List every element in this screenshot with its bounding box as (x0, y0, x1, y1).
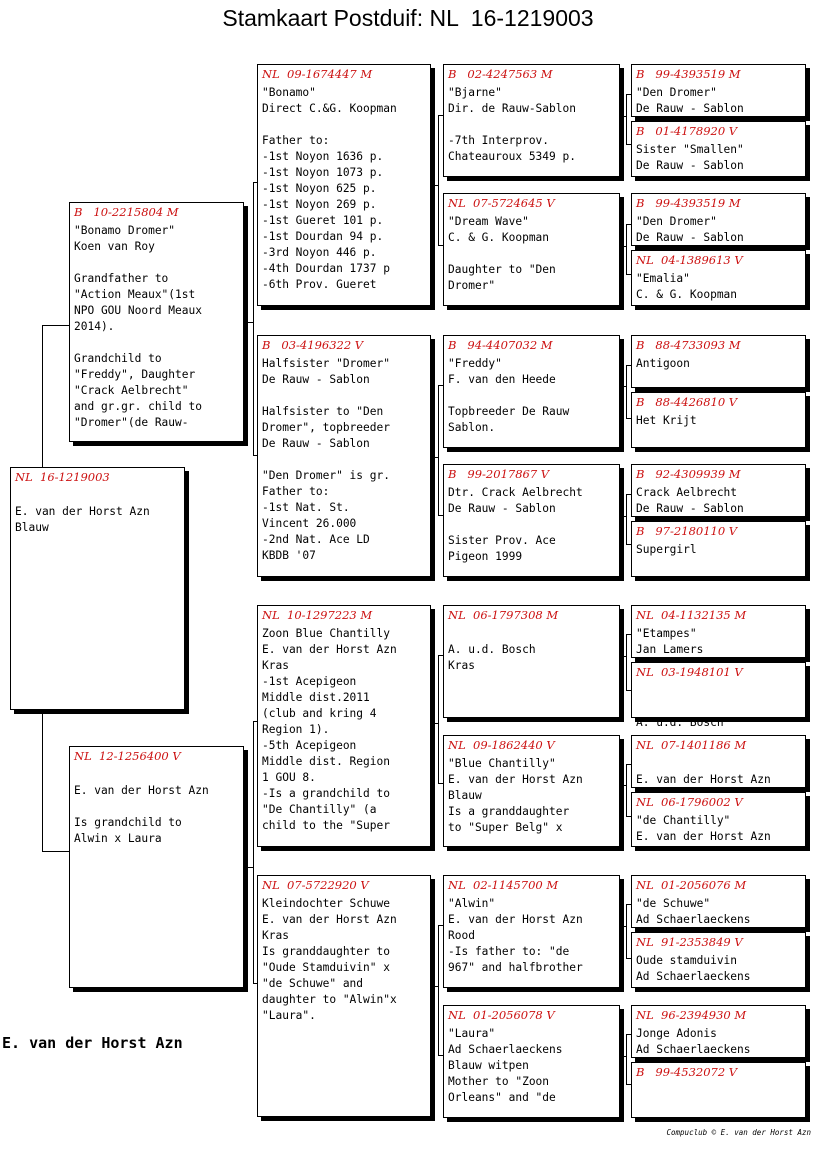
ring-number: NL 04-1132135 M (636, 608, 747, 622)
pigeon-details: Sister "Smallen" De Rauw - Sablon (636, 143, 744, 172)
pigeon-card-fm (257, 335, 431, 577)
ring-number: B 01-4178920 V (636, 124, 738, 138)
pigeon-card-mmmm (631, 1062, 806, 1118)
ring-number: NL 07-5724645 V (448, 196, 555, 210)
pigeon-details: "Alwin" E. van der Horst Azn Rood -Is father to: "de 967" and halfbrother (448, 897, 583, 974)
ring-number: B 88-4426810 V (636, 395, 738, 409)
pigeon-details: Zoon Blue Chantilly E. van der Horst Azn Kras -1st Acepigeon Middle dist.2011 (club and kring 4 Region 1). -5th Acepigeon Middle dist. Region 1 GOU 8. -Is a grandchild to "De Chantilly" (a child to the "Super (262, 627, 397, 832)
ring-number: NL 16-1219003 (15, 470, 110, 484)
ring-number: B 99-4393519 M (636, 196, 741, 210)
ring-number: NL 09-1674447 M (262, 67, 373, 81)
pigeon-details: A. u.d. Bosch Kras (448, 643, 536, 672)
pigeon-details: "Bjarne" Dir. de Rauw-Sablon -7th Interprov. Chateauroux 5349 p. (448, 86, 576, 163)
pigeon-details: "Emalia" C. & G. Koopman (636, 272, 738, 301)
pigeon-card-mfm (443, 735, 620, 847)
ring-number: NL 12-1256400 V (74, 749, 181, 763)
pigeon-details: E. van der Horst Azn Is grandchild to Alwin x Laura (74, 784, 209, 845)
footer-credit: Compuclub © E. van der Horst Azn (666, 1128, 811, 1137)
page-title: Stamkaart Postduif: NL 16-1219003 (222, 5, 594, 31)
ring-number: NL 10-1297223 M (262, 608, 373, 622)
ring-number: NL 07-1401186 M (636, 738, 747, 752)
pigeon-details: Het Krijt (636, 414, 697, 427)
pigeon-card-mmff (631, 875, 806, 928)
ring-number: B 10-2215804 M (74, 205, 179, 219)
pigeon-details: "Freddy" F. van den Heede Topbreeder De Rauw Sablon. (448, 357, 570, 434)
pigeon-details: Crack Aelbrecht De Rauw - Sablon (636, 486, 744, 515)
pigeon-card-mm (257, 875, 431, 1117)
pigeon-card-mffm (631, 662, 806, 729)
ring-number: B 99-2017867 V (448, 467, 550, 481)
pigeon-card-mfff (631, 605, 806, 658)
pigeon-details: "Dream Wave" C. & G. Koopman Daughter to "Den Dromer" (448, 215, 556, 292)
pigeon-card-mmmf (631, 1005, 806, 1058)
pigeon-details: "Bonamo Dromer" Koen van Roy Grandfather to "Action Meaux"(1st NPO GOU Noord Meaux 2014). Grandchild to "Freddy", Daughter "Crack Aelbrecht" and gr.gr. child to "Dromer"(de Rauw- (74, 224, 202, 429)
ring-number: NL 96-2394930 M (636, 1008, 747, 1022)
pigeon-details: "de Schuwe" Ad Schaerlaeckens (636, 897, 751, 926)
pigeon-card-fmff (631, 335, 806, 388)
ring-number: B 94-4407032 M (448, 338, 553, 352)
pigeon-card-father (69, 202, 244, 442)
ring-number: B 02-4247563 M (448, 67, 553, 81)
pigeon-card-subject (10, 467, 185, 710)
pigeon-details: "Bonamo" Direct C.&G. Koopman Father to: -1st Noyon 1636 p. -1st Noyon 1073 p. -1st Noyon 625 p. -1st Noyon 269 p. -1st Gueret 101 p. -1st Dourdan 94 p. -3rd Noyon 446 p. -4th Dourdan 1737 p -6th Prov. Gueret (262, 86, 397, 291)
pigeon-details: Supergirl (636, 543, 697, 556)
ring-number: B 99-4393519 M (636, 67, 741, 81)
ring-number: NL 02-1145700 M (448, 878, 559, 892)
pigeon-card-mff (443, 605, 620, 718)
pigeon-details: E. van der Horst Azn (636, 773, 771, 786)
pigeon-details: Kleindochter Schuwe E. van der Horst Azn Kras Is granddaughter to "Oude Stamduivin" x "de Schuwe" and daughter to "Alwin"x "Laura". (262, 897, 397, 1022)
pigeon-details: "Den Dromer" De Rauw - Sablon (636, 86, 744, 115)
pigeon-card-fff (443, 64, 620, 177)
pigeon-card-mmfm (631, 932, 806, 988)
pigeon-card-fmm (443, 464, 620, 577)
pigeon-card-mmm (443, 1005, 620, 1118)
pigeon-card-mother (69, 746, 244, 988)
ring-number: NL 01-2056078 V (448, 1008, 555, 1022)
pigeon-card-fmmf (631, 464, 806, 517)
ring-number: NL 01-2056076 M (636, 878, 747, 892)
ring-number: NL 06-1797308 M (448, 608, 559, 622)
pigeon-details: "Laura" Ad Schaerlaeckens Blauw witpen Mother to "Zoon Orleans" and "de (448, 1027, 563, 1104)
ring-number: NL 06-1796002 V (636, 795, 743, 809)
ring-number: NL 03-1948101 V (636, 665, 743, 679)
pigeon-details: Oude stamduivin Ad Schaerlaeckens (636, 954, 751, 983)
pigeon-details: "Blue Chantilly" E. van der Horst Azn Blauw Is a granddaughter to "Super Belg" x (448, 757, 583, 834)
pigeon-card-fmf (443, 335, 620, 448)
pigeon-card-mfmm (631, 792, 806, 847)
pigeon-card-fmfm (631, 392, 806, 448)
pigeon-details: "Etampes" Jan Lamers (636, 627, 704, 656)
pigeon-card-fffm (631, 121, 806, 177)
ring-number: B 99-4532072 V (636, 1065, 738, 1079)
pigeon-details: E. van der Horst Azn Blauw (15, 505, 150, 534)
ring-number: B 88-4733093 M (636, 338, 741, 352)
pigeon-details: Dtr. Crack Aelbrecht De Rauw - Sablon Sister Prov. Ace Pigeon 1999 (448, 486, 583, 563)
pigeon-card-ffm (443, 193, 620, 306)
ring-number: NL 91-2353849 V (636, 935, 743, 949)
ring-number: NL 04-1389613 V (636, 253, 743, 267)
ring-number: NL 07-5722920 V (262, 878, 369, 892)
pigeon-details: Jonge Adonis Ad Schaerlaeckens (636, 1027, 751, 1056)
pigeon-card-mfmf (631, 735, 806, 788)
ring-number: B 03-4196322 V (262, 338, 364, 352)
ring-number: NL 09-1862440 V (448, 738, 555, 752)
pigeon-card-ffmf (631, 193, 806, 246)
pigeon-details: "Den Dromer" De Rauw - Sablon (636, 215, 744, 244)
breeder-name: E. van der Horst Azn (2, 1034, 183, 1052)
pigeon-card-fmmm (631, 521, 806, 577)
pigeon-details: "de Chantilly" E. van der Horst Azn (636, 814, 771, 843)
pigeon-details: Halfsister "Dromer" De Rauw - Sablon Halfsister to "Den Dromer", topbreeder De Rauw - Sablon "Den Dromer" is gr. Father to: -1st Nat. St. Vincent 26.000 -2nd Nat. Ace LD KBDB '07 (262, 357, 390, 562)
pigeon-details: A. u.d. Bosch (636, 716, 724, 729)
pigeon-card-mmf (443, 875, 620, 988)
pigeon-details: Antigoon (636, 357, 690, 370)
ring-number: B 97-2180110 V (636, 524, 738, 538)
ring-number: B 92-4309939 M (636, 467, 741, 481)
pigeon-card-ffmm (631, 250, 806, 306)
pigeon-card-mf (257, 605, 431, 847)
pigeon-card-ffff (631, 64, 806, 117)
pigeon-card-ff (257, 64, 431, 306)
